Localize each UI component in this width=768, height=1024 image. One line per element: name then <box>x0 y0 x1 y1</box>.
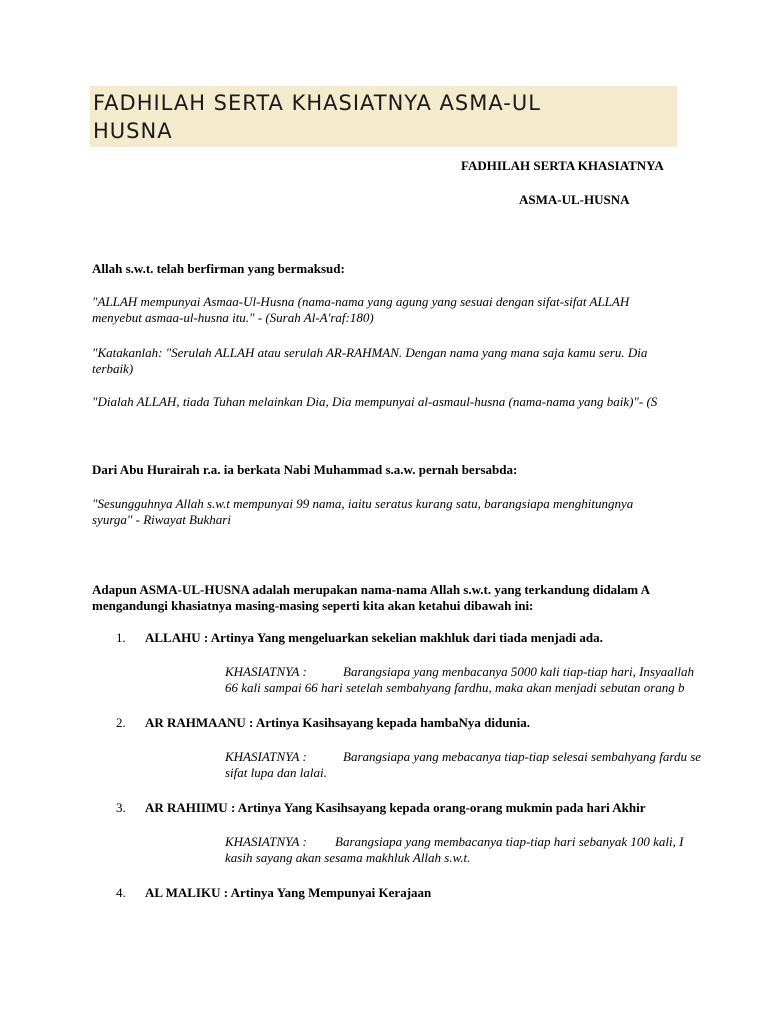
khasiat-note <box>225 834 683 866</box>
page-title <box>93 89 541 145</box>
khasiat-label: KHASIATNYA : <box>225 749 307 764</box>
quote-dialah-allah <box>92 394 768 410</box>
quote-line: "ALLAH mempunyai Asmaa-Ul-Husna (nama-nama yang agung yang sesuai dengan sifat-sifat ALLAH <box>92 294 630 309</box>
subtitle-line-2: ASMA-UL-HUSNA <box>519 192 630 207</box>
khasiat-text: sifat lupa dan lalai. <box>225 765 327 780</box>
khasiat-label: KHASIATNYA : <box>225 664 307 679</box>
quote-line: "Sesungguhnya Allah s.w.t mempunyai 99 nama, iaitu seratus kurang satu, barangsiapa menghitungnya <box>92 496 634 511</box>
quote-line: menyebut asmaa-ul-husna itu." - (Surah Al-A'raf:180) <box>92 310 374 325</box>
khasiat-text: Barangsiapa yang membacanya tiap-tiap hari sebanyak 100 kali, I <box>335 834 684 849</box>
list-item-name: AR RAHMAANU : Artinya Kasihsayang kepada hambaNya didunia. <box>145 715 531 730</box>
section-intro-line-2: mengandungi khasiatnya masing-masing seperti kita akan ketahui dibawah ini: <box>92 598 534 613</box>
section-intro-line-1: Adapun ASMA-UL-HUSNA adalah merupakan nama-nama Allah s.w.t. yang terkandung didalam A <box>92 582 651 597</box>
hadith-quote <box>92 496 768 528</box>
list-item-number: 3. <box>116 800 126 815</box>
quote-line: terbaik) <box>92 361 134 376</box>
list-item-name: ALLAHU : Artinya Yang mengeluarkan sekelian makhluk dari tiada menjadi ada. <box>145 630 603 645</box>
khasiat-text: Barangsiapa yang mebacanya tiap-tiap selesai sembahyang fardu se <box>343 749 702 764</box>
list-item-number: 2. <box>116 715 126 730</box>
khasiat-text: kasih sayang akan sesama makhluk Allah s.w.t. <box>225 850 471 865</box>
title-banner <box>90 86 677 147</box>
quote-surah-araf <box>92 294 768 326</box>
quote-line: syurga" - Riwayat Bukhari <box>92 512 231 527</box>
list-item-name: AR RAHIIMU : Artinya Yang Kasihsayang kepada orang-orang mukmin pada hari Akhir <box>145 800 646 815</box>
khasiat-note <box>225 749 701 781</box>
list-item-name: AL MALIKU : Artinya Yang Mempunyai Kerajaan <box>145 885 432 900</box>
khasiat-note <box>225 664 694 696</box>
list-item-number: 1. <box>116 630 126 645</box>
hadith-heading: Dari Abu Hurairah r.a. ia berkata Nabi Muhammad s.a.w. pernah bersabda: <box>92 462 518 477</box>
subtitle-line-1: FADHILAH SERTA KHASIATNYA <box>461 158 664 173</box>
khasiat-text: 66 kali sampai 66 hari setelah sembahyang fardhu, maka akan menjadi sebutan orang b <box>225 680 685 695</box>
quote-line: "Katakanlah: "Serulah ALLAH atau serulah AR-RAHMAN. Dengan nama yang mana saja kamu seru. Dia <box>92 345 648 360</box>
list-item-number: 4. <box>116 885 126 900</box>
quote-katakanlah <box>92 345 768 377</box>
khasiat-text: Barangsiapa yang menbacanya 5000 kali tiap-tiap hari, Insyaallah <box>343 664 694 679</box>
title-line-2: HUSNA <box>93 119 173 143</box>
quote-line: "Dialah ALLAH, tiada Tuhan melainkan Dia, Dia mempunyai al-asmaul-husna (nama-nama yang baik)"- (S <box>92 394 658 409</box>
intro-heading: Allah s.w.t. telah berfirman yang bermaksud: <box>92 261 345 276</box>
khasiat-label: KHASIATNYA : <box>225 834 307 849</box>
title-line-1: FADHILAH SERTA KHASIATNYA ASMA-UL <box>93 91 541 115</box>
